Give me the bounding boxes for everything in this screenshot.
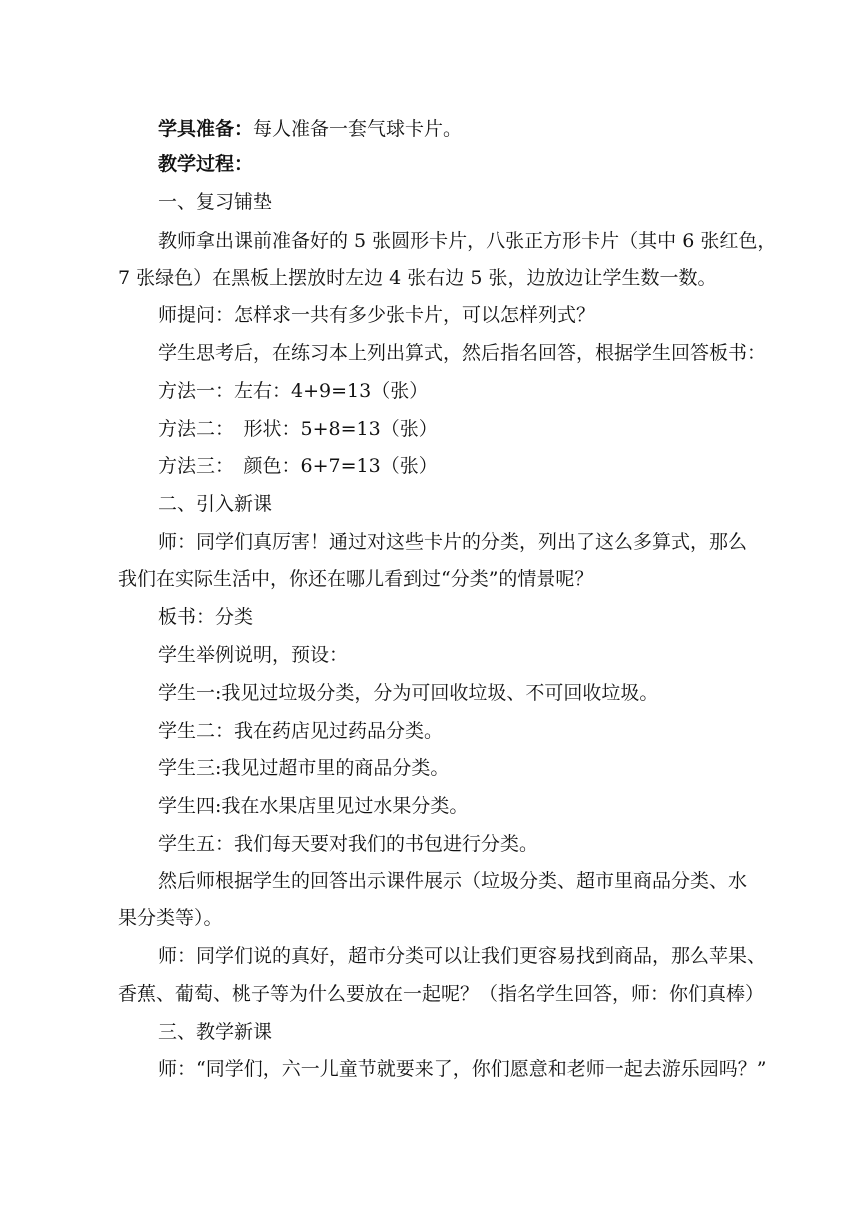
- paragraph-line: 然后师根据学生的回答出示课件展示（垃圾分类、超市里商品分类、水: [158, 870, 748, 892]
- method-1-line: 方法一：左右：4+9=13（张）: [158, 380, 429, 402]
- section-3-heading: 三、教学新课: [158, 1021, 273, 1043]
- paragraph-line: 教师拿出课前准备好的 5 张圆形卡片，八张正方形卡片（其中 6 张红色，: [158, 230, 777, 252]
- paragraph-line: 师：同学们真厉害！通过对这些卡片的分类，列出了这么多算式，那么: [158, 531, 748, 553]
- paragraph-line: 果分类等）。: [118, 907, 223, 929]
- materials-text: 每人准备一套气球卡片。: [253, 118, 463, 140]
- paragraph-line: 学生二：我在药店见过药品分类。: [158, 720, 444, 742]
- method-2-line: 方法二： 形状：5+8=13（张）: [158, 418, 438, 440]
- paragraph-line: 师：同学们说的真好，超市分类可以让我们更容易找到商品，那么苹果、: [158, 945, 767, 967]
- method-3-line: 方法三： 颜色：6+7=13（张）: [158, 455, 438, 477]
- section-2-heading: 二、引入新课: [158, 493, 273, 515]
- section-1-heading: 一、复习铺垫: [158, 191, 273, 213]
- paragraph-line: 学生举例说明，预设：: [158, 644, 349, 666]
- paragraph-line: 师：“同学们，六一儿童节就要来了，你们愿意和老师一起去游乐园吗？”: [158, 1058, 767, 1080]
- paragraph-line: 学生三:我见过超市里的商品分类。: [158, 757, 450, 779]
- materials-line: [118, 110, 778, 148]
- materials-heading: 学具准备：: [158, 118, 254, 140]
- paragraph-line: 学生一:我见过垃圾分类，分为可回收垃圾、不可回收垃圾。: [158, 682, 659, 704]
- paragraph-line: 7 张绿色）在黑板上摆放时左边 4 张右边 5 张，边放边让学生数一数。: [118, 267, 717, 289]
- paragraph-line: 香蕉、葡萄、桃子等为什么要放在一起呢？（指名学生回答，师：你们真棒）: [118, 983, 765, 1005]
- paragraph-line: 我们在实际生活中，你还在哪儿看到过“分类”的情景呢？: [118, 568, 594, 590]
- paragraph-line: 师提问：怎样求一共有多少张卡片，可以怎样列式？: [158, 304, 596, 326]
- paragraph-line: 学生四:我在水果店里见过水果分类。: [158, 795, 469, 817]
- paragraph-line: 学生五：我们每天要对我们的书包进行分类。: [158, 833, 539, 855]
- paragraph-line: 学生思考后，在练习本上列出算式，然后指名回答，根据学生回答板书：: [158, 342, 767, 364]
- paragraph-line: 板书：分类: [158, 606, 254, 628]
- process-heading: 教学过程：: [158, 153, 254, 175]
